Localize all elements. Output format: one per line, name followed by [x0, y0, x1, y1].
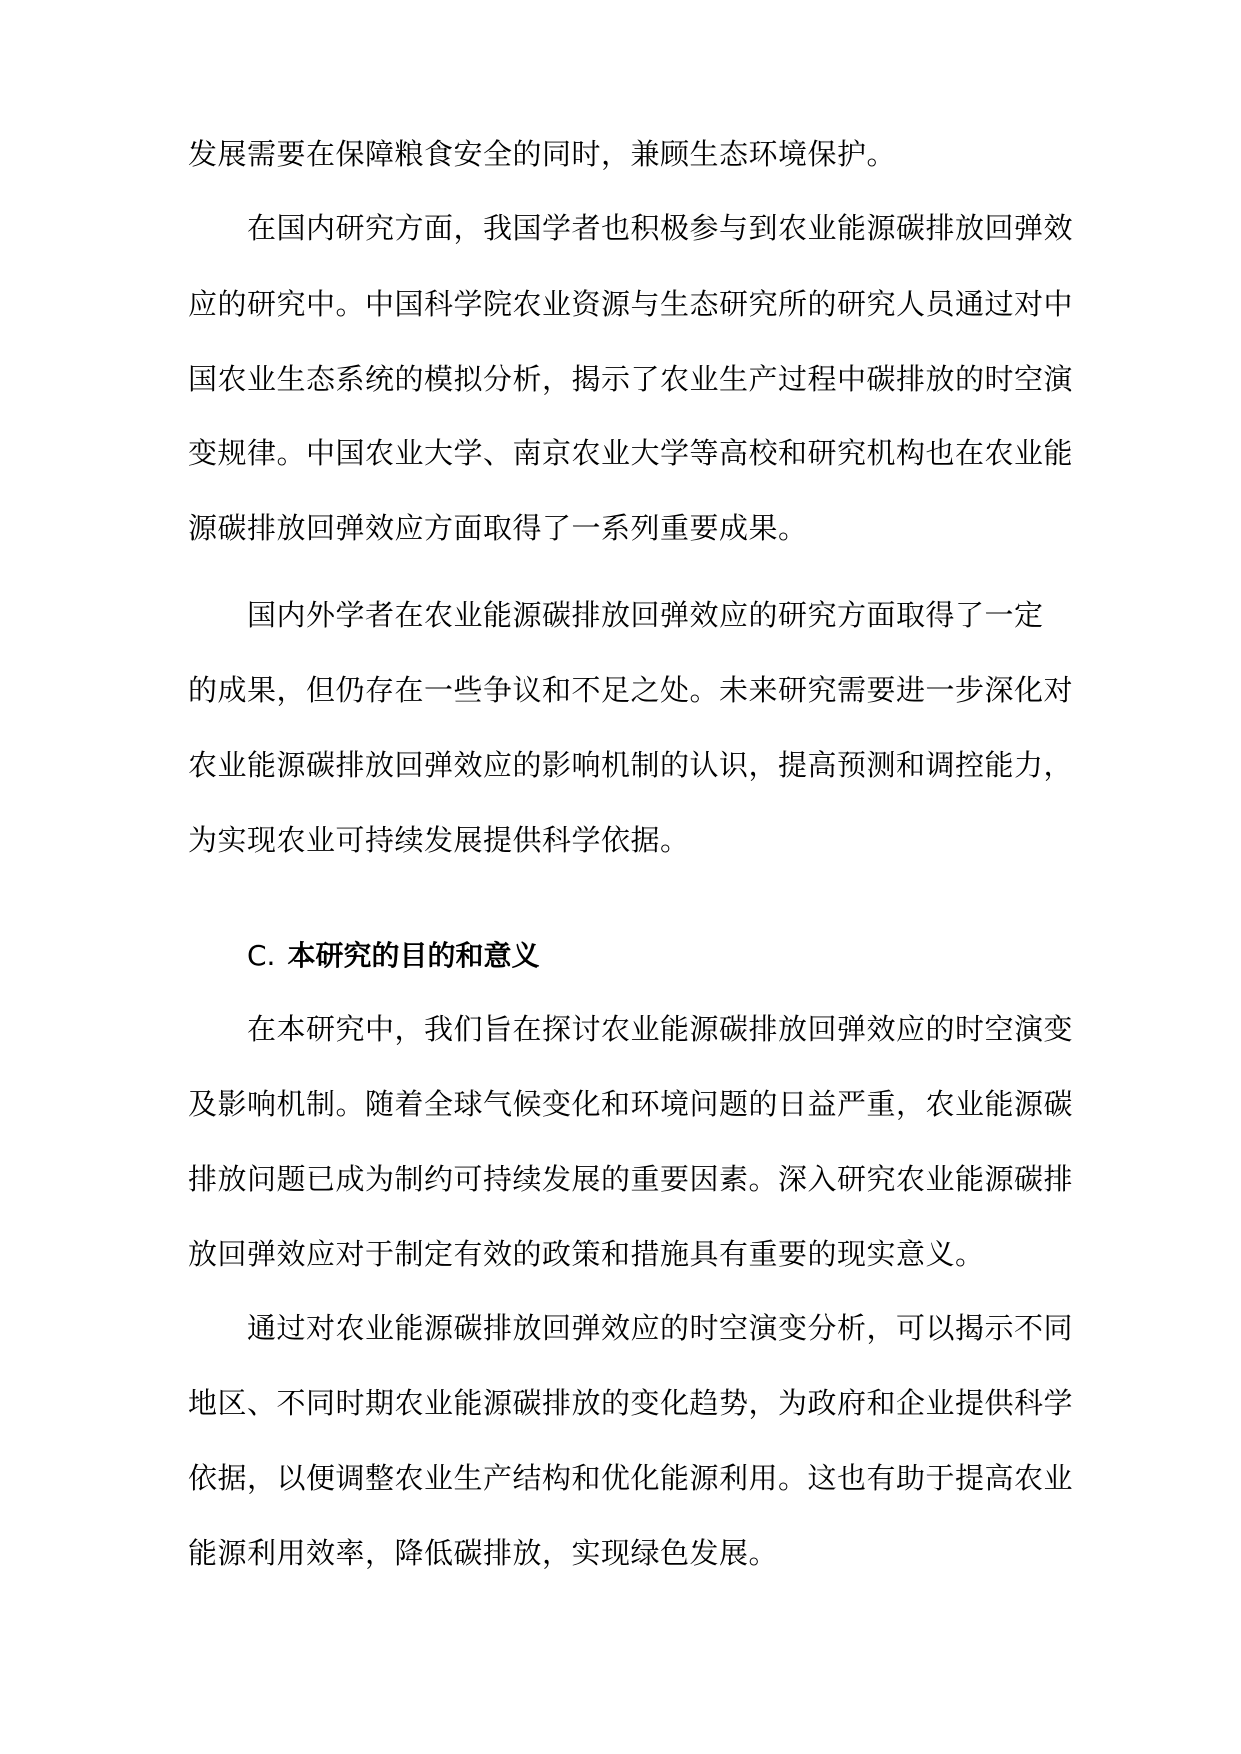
section-label: C.: [247, 939, 276, 972]
paragraph-4-line-3: 排放问题已成为制约可持续发展的重要因素。深入研究农业能源碳排: [188, 1162, 1074, 1196]
section-title: 本研究的目的和意义: [287, 939, 540, 972]
paragraph-3-line-3: 农业能源碳排放回弹效应的影响机制的认识，提高预测和调控能力，: [188, 748, 1074, 782]
paragraph-2-line-3: 国农业生态系统的模拟分析，揭示了农业生产过程中碳排放的时空演: [188, 362, 1074, 396]
section-heading: [247, 936, 539, 976]
paragraph-1-line-1: 发展需要在保障粮食安全的同时，兼顾生态环境保护。: [188, 137, 897, 171]
paragraph-2-line-5: 源碳排放回弹效应方面取得了一系列重要成果。: [188, 511, 808, 545]
paragraph-3-line-4: 为实现农业可持续发展提供科学依据。: [188, 823, 690, 857]
paragraph-5-line-2: 地区、不同时期农业能源碳排放的变化趋势，为政府和企业提供科学: [188, 1386, 1074, 1420]
paragraph-4-line-1: 在本研究中，我们旨在探讨农业能源碳排放回弹效应的时空演变: [247, 1012, 1074, 1046]
paragraph-4-line-4: 放回弹效应对于制定有效的政策和措施具有重要的现实意义。: [188, 1237, 985, 1271]
paragraph-2-line-2: 应的研究中。中国科学院农业资源与生态研究所的研究人员通过对中: [188, 287, 1074, 321]
paragraph-5-line-3: 依据，以便调整农业生产结构和优化能源利用。这也有助于提高农业: [188, 1461, 1074, 1495]
paragraph-5-line-1: 通过对农业能源碳排放回弹效应的时空演变分析，可以揭示不同: [247, 1311, 1074, 1345]
paragraph-2-line-1: 在国内研究方面，我国学者也积极参与到农业能源碳排放回弹效: [247, 211, 1074, 245]
paragraph-3-line-1: 国内外学者在农业能源碳排放回弹效应的研究方面取得了一定: [247, 598, 1044, 632]
paragraph-4-line-2: 及影响机制。随着全球气候变化和环境问题的日益严重，农业能源碳: [188, 1087, 1074, 1121]
paragraph-2-line-4: 变规律。中国农业大学、南京农业大学等高校和研究机构也在农业能: [188, 436, 1074, 470]
paragraph-5-line-4: 能源利用效率，降低碳排放，实现绿色发展。: [188, 1536, 779, 1570]
paragraph-3-line-2: 的成果，但仍存在一些争议和不足之处。未来研究需要进一步深化对: [188, 673, 1074, 707]
